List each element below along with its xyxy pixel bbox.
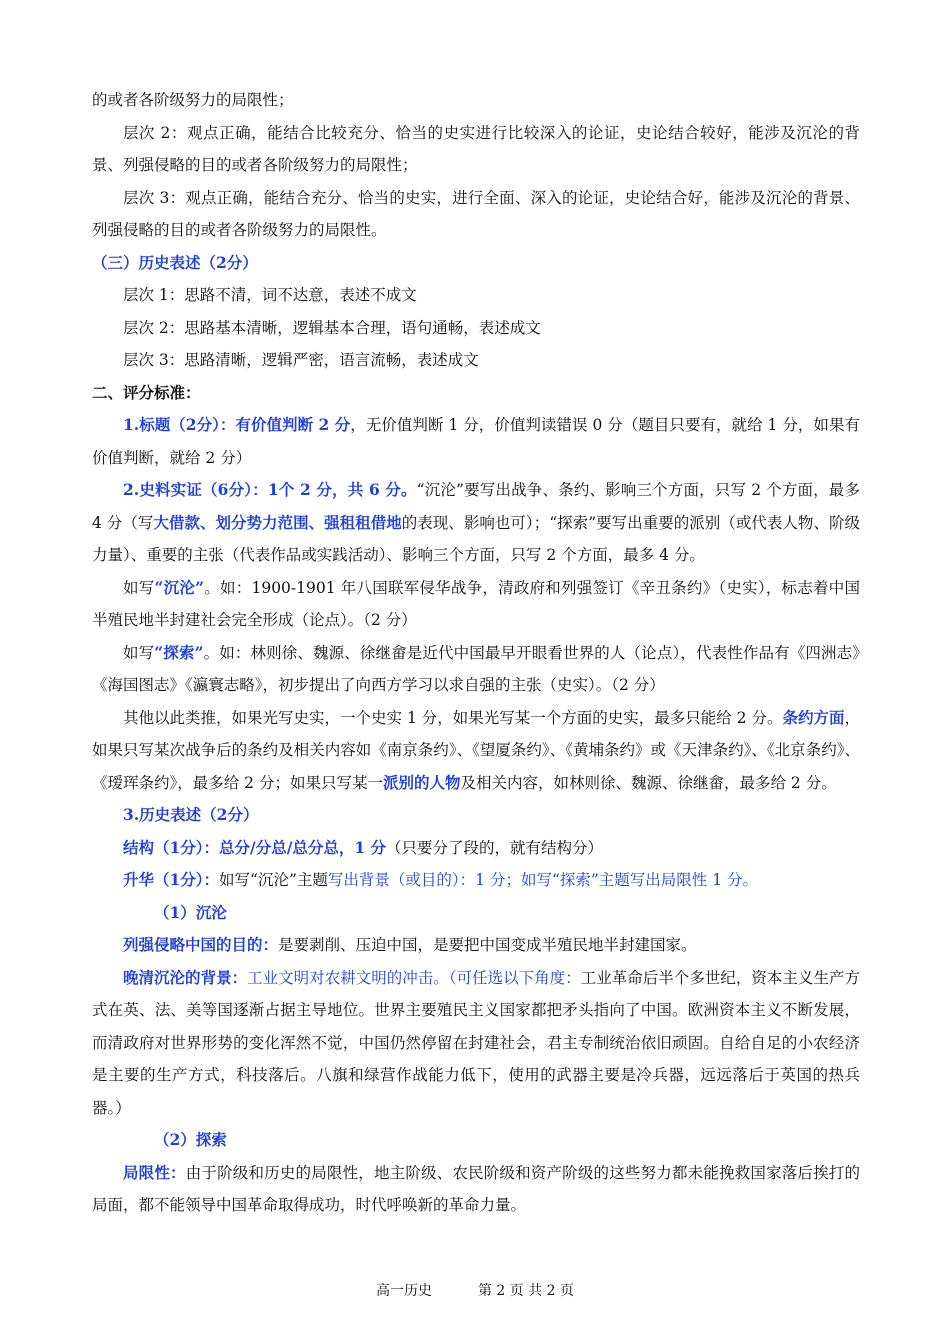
paragraph: [92, 1157, 860, 1222]
paragraph: 层次 3：观点正确，能结合充分、恰当的史实，进行全面、深入的论证，史论结合好，能涉及沉沦的背景、列强侵略的目的或者各阶级努力的局限性。: [92, 188, 860, 239]
highlight-text: 2.史料实证（6分）：1个 2 分，共 6 分。: [123, 480, 417, 499]
paragraph: [92, 637, 860, 702]
text: 。如：1900-1901 年八国联军侵华战争，清政府和列强签订《辛丑条约》（史实），标志着中国半殖民地半封建社会完全形成（论点）。（2 分）: [92, 578, 860, 629]
text: ，如果只写某次战争后的条约及相关内容如《南京条约》、《望厦条约》、《黄埔条约》或《天津条约》、《北京条约》、《瑷珲条约》，最多给 2 分；如果只写某一: [92, 708, 860, 792]
paragraph: [92, 864, 860, 897]
highlight-text: “探索”: [154, 642, 204, 662]
highlight-text: 写出背景（或目的）：1 分；如写“探索”主题写出局限性 1 分。: [327, 871, 759, 889]
text: 如写: [123, 643, 155, 662]
paragraph: [92, 929, 860, 962]
highlight-text: 大借款、划分势力范围、强租租借地: [153, 512, 402, 532]
section-heading: 二、评分标准：: [92, 382, 201, 402]
text: （只要分了段的，就有结构分）: [386, 838, 604, 857]
text: 由于阶级和历史的局限性，地主阶级、农民阶级和资产阶级的这些努力都未能挽救国家落后挨打的局面，都不能领导中国革命取得成功，时代呼唤新的革命力量。: [92, 1163, 860, 1214]
section-heading: 3.历史表述（2分）: [123, 805, 259, 824]
text: 的表现、影响也可）；“探索”要写出重要的派别（或代表人物、阶级力量）、重要的主张（代表作品或实践活动）、影响三个方面，只写 2 个方面，最多 4 分。: [92, 513, 860, 564]
text: 及相关内容，如林则徐、魏源、徐继畲，最多给 2 分。: [460, 773, 837, 792]
paragraph: 层次 3：思路清晰，逻辑严密，语言流畅，表述成文: [123, 351, 479, 369]
text: 如写: [123, 578, 155, 597]
paragraph: 的或者各阶级努力的局限性；: [92, 91, 294, 109]
highlight-text: 局限性：: [123, 1162, 186, 1182]
paragraph: [92, 474, 860, 572]
highlight-text: 条约方面: [782, 707, 845, 727]
text: 其他以此类推，如果光写史实，一个史实 1 分，如果光写某一个方面的史实，最多只能给 2 分。: [123, 708, 783, 727]
highlight-text: 1.标题（2分）：有价值判断 2 分: [123, 415, 351, 434]
highlight-text: 结构（1分）：总分/分总/总分总，1 分: [123, 837, 387, 857]
text: ，无价值判断 1 分，价值判读错误 0 分（题目只要有，就给 1 分，如果有价值判断，就给 2 分）: [92, 416, 860, 467]
text: “沉沦”要写出战争、条约、影响三个方面，只写 2 个方面，最多 4 分（写: [92, 481, 860, 532]
highlight-text: 晚清沉沦的背景：: [123, 967, 248, 987]
text: 如写“沉沦”主题: [219, 871, 328, 889]
highlight-text: 升华（1分）：: [123, 870, 220, 889]
page-footer: [0, 1280, 950, 1300]
paragraph: 层次 2：思路基本清晰，逻辑基本合理，语句通畅，表述成文: [123, 318, 541, 337]
paragraph: [92, 409, 860, 474]
text: 工业革命后半个多世纪，资本主义生产方式在英、法、美等国逐渐占据主导地位。世界主要殖民主义国家都把矛头指向了中国。欧洲资本主义不断发展，而清政府对世界形势的变化浑然不觉，中国仍然停留在封建社会，君主专制统治依旧顽固。自给自足的小农经济是主要的生产方式，科技落后。八旗和绿营作战能力低下，使用的武器主要是冷兵器，远远落后于英国的热兵器。）: [92, 968, 860, 1117]
text: 是要剥削、压迫中国，是要把中国变成半殖民地半封建国家。: [278, 936, 697, 954]
paragraph: 层次 2：观点正确，能结合比较充分、恰当的史实进行比较深入的论证，史论结合较好，能涉及沉沦的背景、列强侵略的目的或者各阶级努力的局限性；: [92, 123, 860, 174]
subsection-heading: （1）沉沦: [154, 902, 227, 922]
footer-subject: 高一历史: [375, 1283, 432, 1299]
subsection-heading: （2）探索: [154, 1130, 227, 1149]
footer-page-number: 第 2 页 共 2 页: [477, 1283, 575, 1299]
paragraph: 层次 1：思路不清，词不达意，表述不成文: [123, 286, 417, 304]
paragraph: [92, 702, 860, 800]
text: 。如：林则徐、魏源、徐继畲是近代中国最早开眼看世界的人（论点），代表性作品有《四洲志》《海国图志》《瀛寰志略》，初步提出了向西方学习以求自强的主张（史实）。（2 分）: [92, 643, 860, 694]
paragraph: [92, 572, 860, 637]
highlight-text: 派别的人物: [382, 772, 461, 792]
paragraph: [92, 962, 860, 1125]
paragraph: [92, 832, 860, 865]
document-page: [92, 84, 860, 1222]
highlight-text: 工业文明对农耕文明的冲击。（可任选以下角度：: [247, 968, 581, 987]
highlight-text: “沉沦”: [154, 577, 205, 597]
section-heading: （三）历史表述（2分）: [92, 252, 258, 272]
highlight-text: 列强侵略中国的目的：: [123, 935, 279, 954]
